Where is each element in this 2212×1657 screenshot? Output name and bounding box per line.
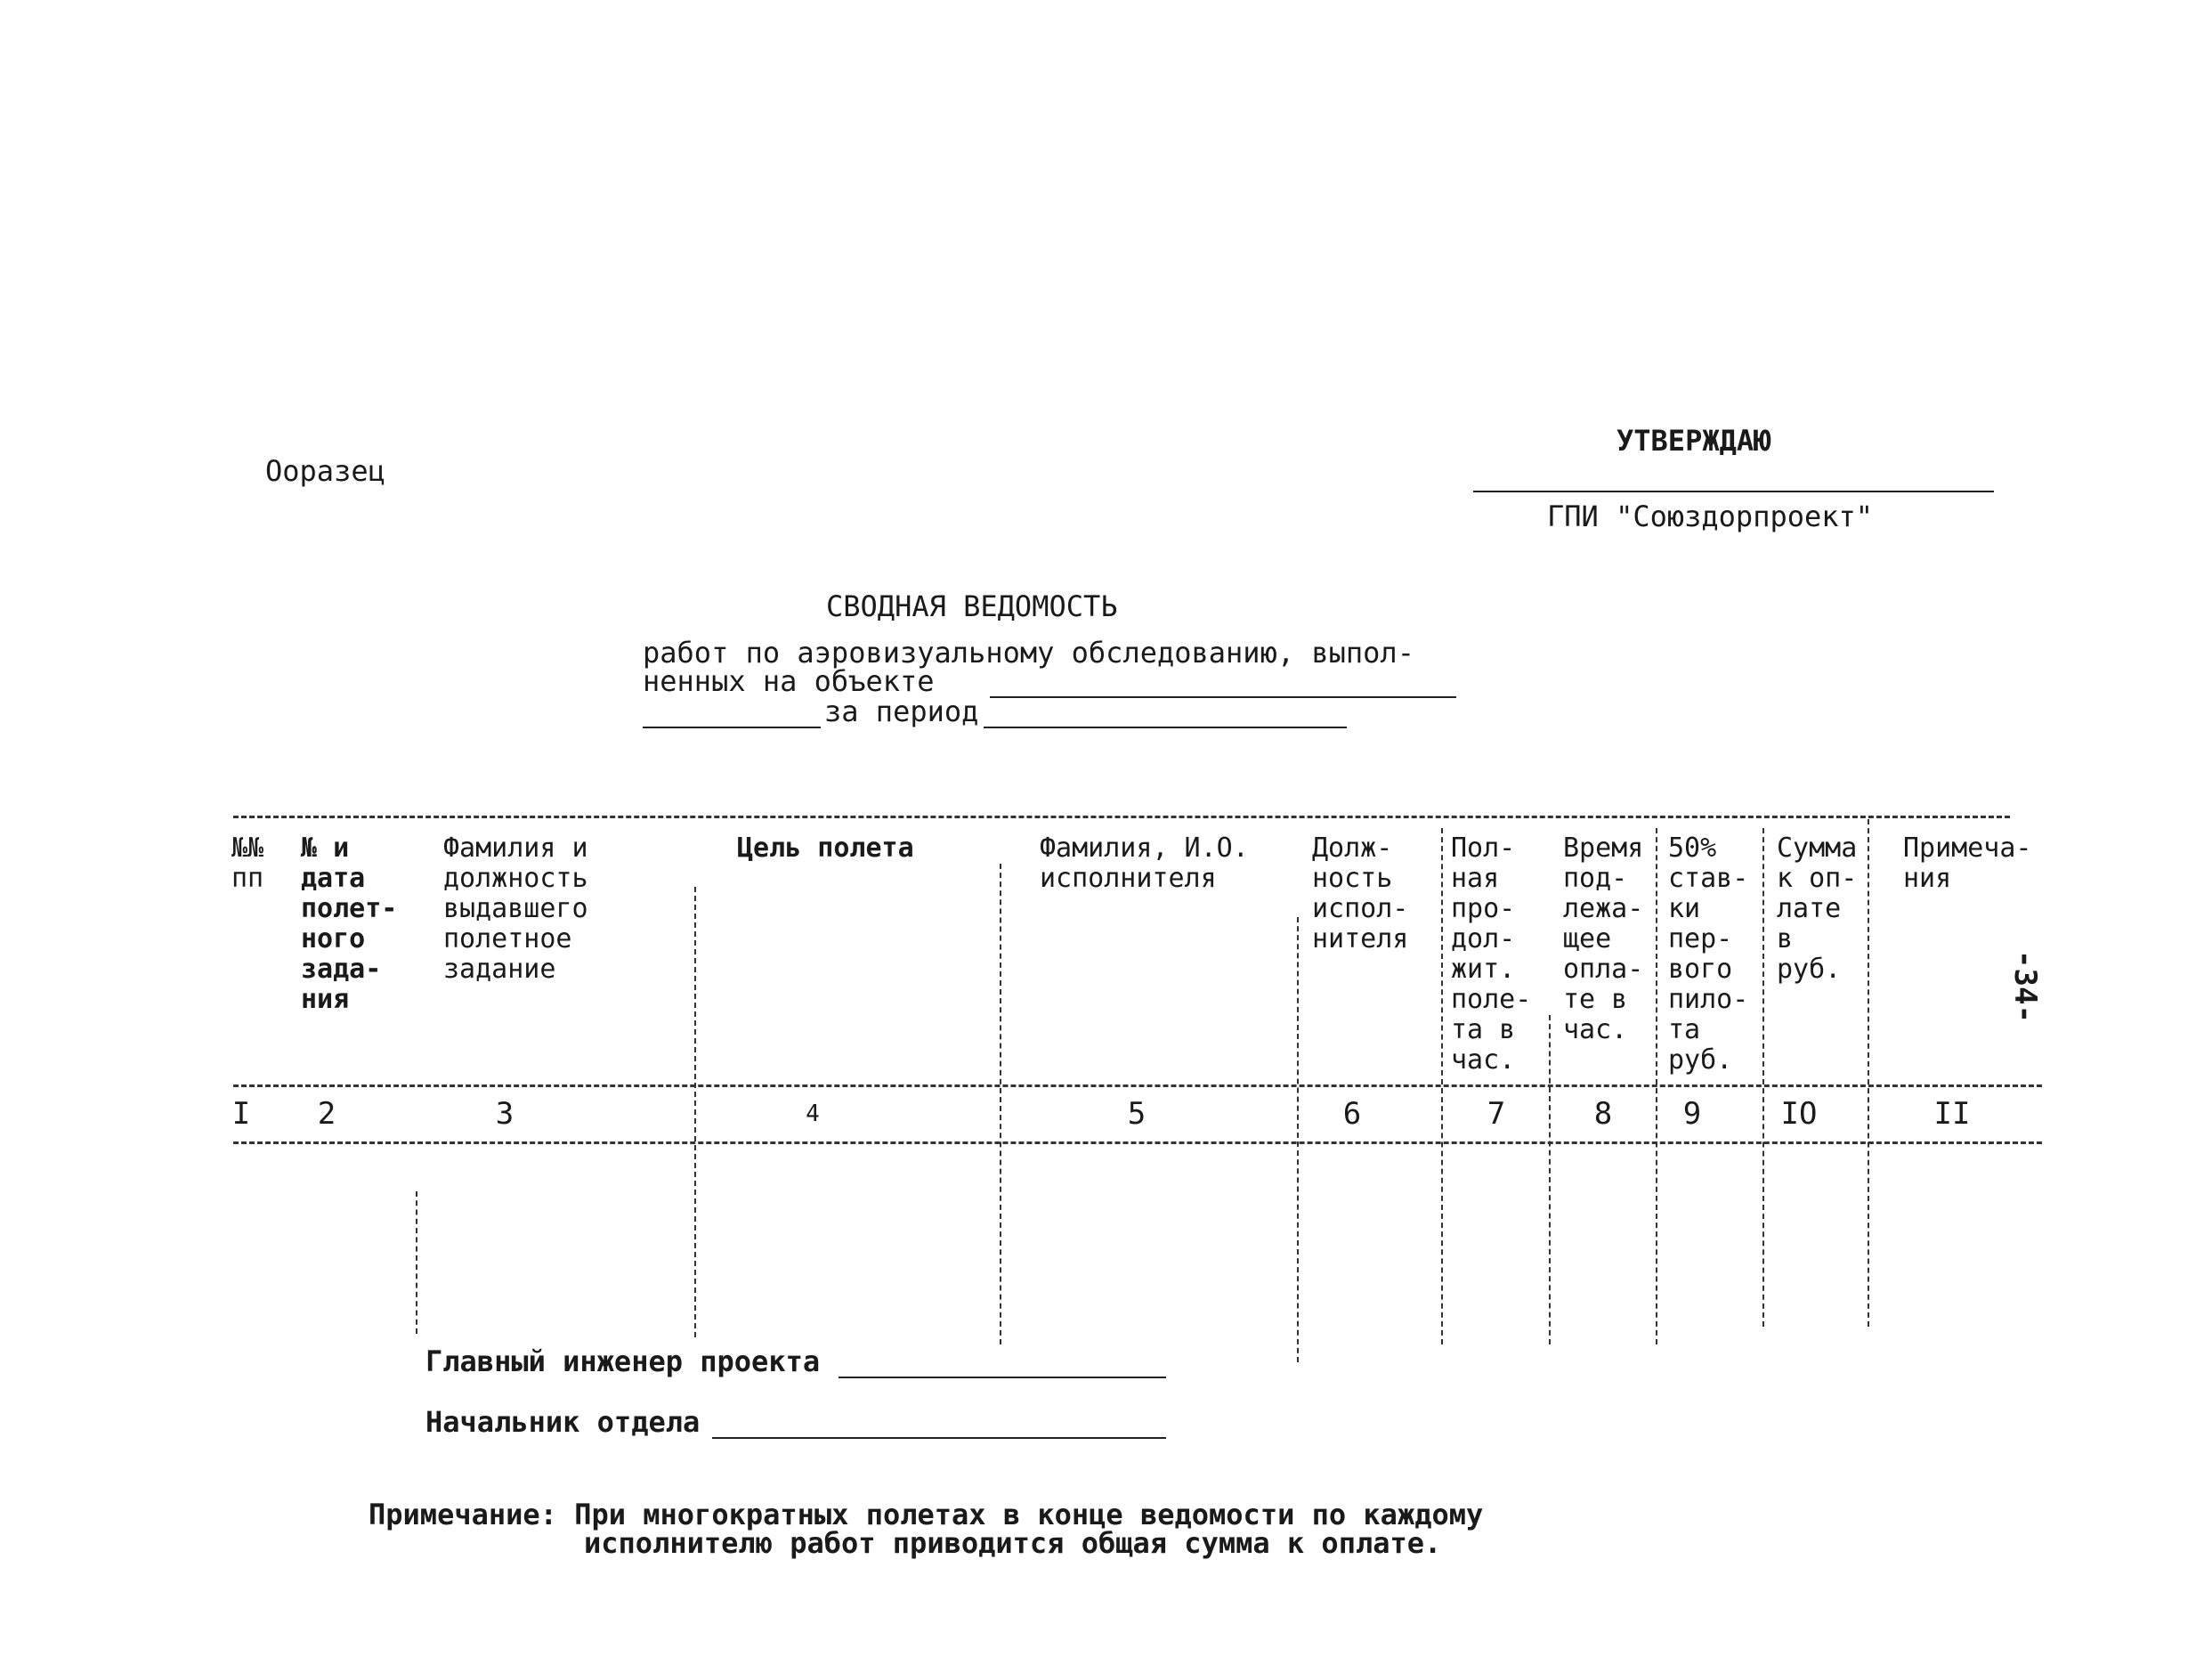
column-number-7: 7 [1487,1096,1506,1132]
chief-engineer-label: Главный инженер проекта [425,1344,821,1378]
page-number: -34- [2006,950,2043,1023]
column-number-11: II [1933,1096,1971,1132]
column-header-3: Фамилия и должность выдавшего полетное задание [443,833,588,985]
column-number-3: 3 [495,1096,515,1132]
object-blank-line [990,696,1456,698]
column-number-4: 4 [806,1101,820,1127]
column-divider-5-6 [1297,917,1299,1362]
title-line-2: ненных на объекте [643,664,935,698]
column-number-6: 6 [1342,1096,1362,1132]
column-divider-9-10 [1762,828,1764,1327]
column-number-9: 9 [1682,1096,1702,1132]
column-header-5: Фамилия, И.О. исполнителя [1040,833,1249,894]
column-number-1: I [231,1096,251,1132]
column-number-2: 2 [317,1096,336,1132]
column-divider-4-5 [1000,864,1001,1344]
organization-name: ГПИ "Союздорпроект" [1547,500,1874,533]
approve-signature-line [1473,491,1994,492]
document-title: СВОДНАЯ ВЕДОМОСТЬ [826,589,1118,623]
note-line-2: исполнителю работ приводится общая сумма к оплате. [584,1526,1442,1560]
column-number-5: 5 [1127,1096,1147,1132]
column-number-10: IO [1780,1096,1818,1132]
department-head-label: Начальник отдела [425,1405,701,1439]
note-line-1: Примечание: При многократных полетах в конце ведомости по каждому [369,1498,1484,1531]
column-divider-10-11 [1868,819,1869,1327]
column-header-10: Сумма к оп- лате в руб. [1777,833,1858,985]
column-header-4: Цель полета [737,833,914,864]
column-header-7: Пол- ная про- дол- жит. поле- та в час. [1451,833,1532,1076]
period-start-blank-line [643,727,821,728]
chief-engineer-signature-line [839,1377,1166,1378]
title-line-3: за период [824,694,979,728]
column-divider-6-7 [1441,828,1443,1344]
column-header-9: 50% став- ки пер- вого пило- та руб. [1668,833,1749,1076]
column-header-6: Долж- ность испол- нителя [1312,833,1409,954]
title-line-1: работ по аэровизуальному обследованию, выпол- [643,636,1414,670]
department-head-signature-line [712,1437,1166,1439]
column-divider-3-4 [694,887,696,1337]
column-header-1: №№ пп [231,833,264,894]
table-header-bottom-border [233,1084,2042,1087]
column-header-8: Время под- лежа- щее опла- те в час. [1563,833,1644,1045]
column-header-11: Примеча- ния [1903,833,2032,894]
column-divider-8-9 [1656,828,1657,1344]
column-divider-7-8 [1549,1015,1551,1344]
approve-label: УТВЕРЖДАЮ [1616,424,1771,458]
column-header-2: № и дата полет- ного зада- ния [301,833,398,1015]
column-divider-2-3 [416,1191,417,1334]
table-top-border [233,816,2010,818]
period-blank-line [984,727,1347,728]
table-numbers-bottom-border [233,1141,2042,1144]
sample-label: Ооразец [265,454,385,488]
column-number-8: 8 [1593,1096,1613,1132]
